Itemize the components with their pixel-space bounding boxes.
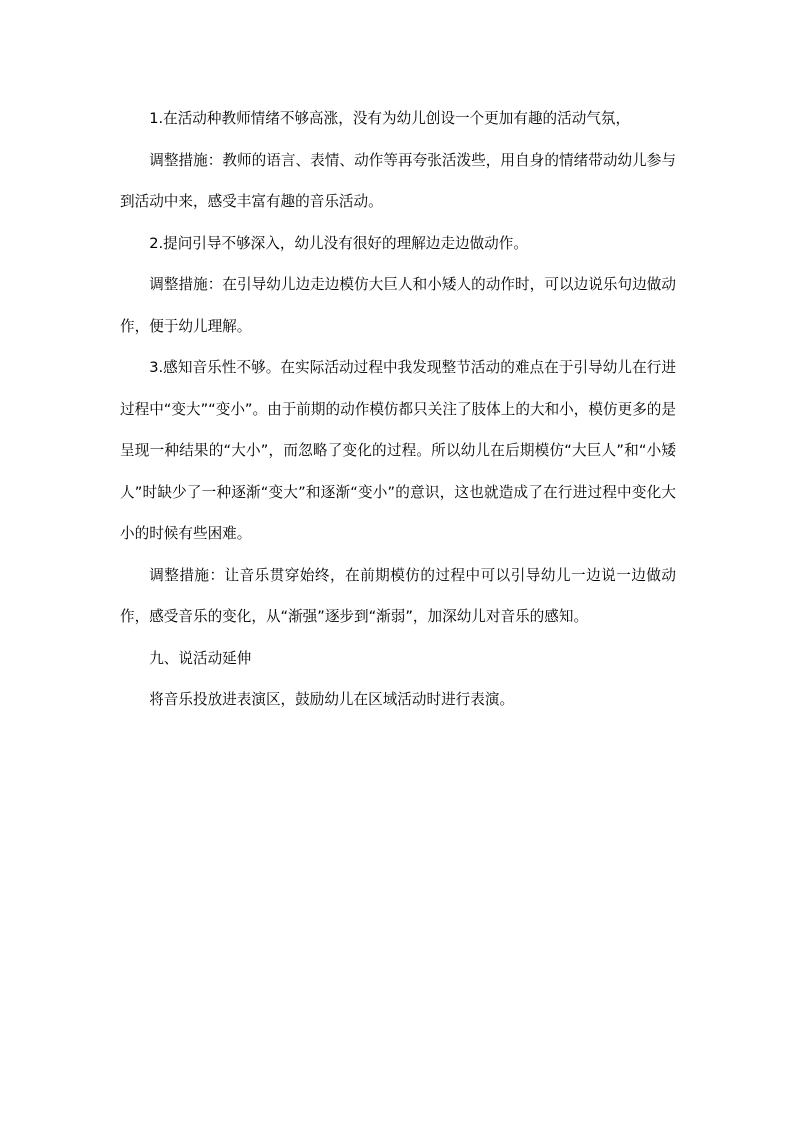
paragraph-issue-1: 1.在活动种教师情绪不够高涨，没有为幼儿创设一个更加有趣的活动气氛， [149, 110, 631, 127]
paragraph-adjustment-1: 调整措施：教师的语言、表情、动作等再夸张活泼些，用自身的情绪带动幼儿参与到活动中来，感受丰富有趣的音乐活动。 [120, 151, 676, 210]
paragraph-adjustment-2: 调整措施：在引导幼儿边走边模仿大巨人和小矮人的动作时，可以边说乐句边做动作，便于幼儿理解。 [120, 276, 676, 335]
paragraph-issue-2: 2.提问引导不够深入，幼儿没有很好的理解边走边做动作。 [149, 234, 528, 252]
section-heading-extension: 九、说活动延伸 [149, 649, 252, 667]
paragraph-extension: 将音乐投放进表演区，鼓励幼儿在区域活动时进行表演。 [149, 691, 515, 708]
document-body [120, 98, 676, 721]
paragraph-issue-3: 3.感知音乐性不够。在实际活动过程中我发现整节活动的难点在于引导幼儿在行进过程中“变大”“变小”。由于前期的动作模仿都只关注了肢体上的大和小，模仿更多的是呈现一种结果的“大小”，而忽略了变化的过程。所以幼儿在后期模仿“大巨人”和“小矮人”时缺少了一种逐渐“变大”和逐渐“变小”的意识，这也就造成了在行进过程中变化大小的时候有些困难。 [120, 359, 676, 542]
paragraph-adjustment-3: 调整措施：让音乐贯穿始终，在前期模仿的过程中可以引导幼儿一边说一边做动作，感受音乐的变化，从“渐强”逐步到“渐弱”，加深幼儿对音乐的感知。 [120, 566, 676, 625]
